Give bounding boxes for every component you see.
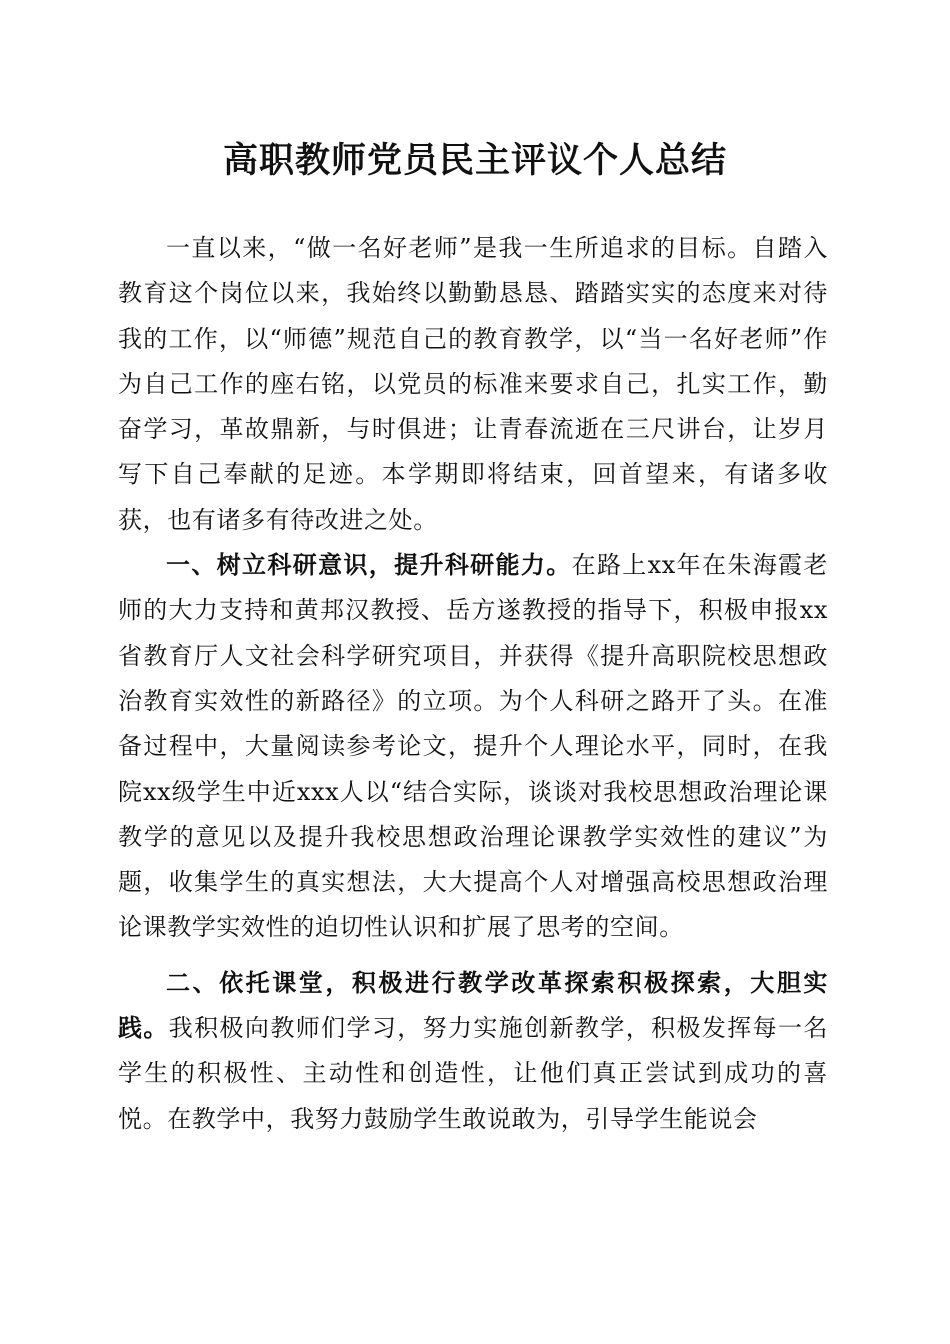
section-1-paragraph — [118, 543, 828, 951]
section-2-heading: 二、依托课堂，积极进行教学改革探索积极探索，大胆实践。 — [118, 968, 828, 1043]
document-title: 高职教师党员民主评议个人总结 — [222, 140, 727, 181]
document-body — [118, 226, 828, 1142]
section-2-paragraph — [118, 961, 828, 1142]
section-2-text: 我积极向教师们学习，努力实施创新教学，积极发挥每一名学生的积极性、主动性和创造性，让他们真正尝试到成功的喜悦。在教学中，我努力鼓励学生敢说敢为，引导学生能说会 — [118, 1014, 828, 1133]
section-1-heading: 一、树立科研意识，提升科研能力。 — [166, 551, 572, 580]
intro-paragraph: 一直以来，“做一名好老师”是我一生所追求的目标。自踏入教育这个岗位以来，我始终以勤勤恳恳、踏踏实实的态度来对待我的工作，以“师德”规范自己的教育教学，以“当一名好老师”作为自己工作的座右铭，以党员的标准来要求自己，扎实工作，勤奋学习，革故鼎新，与时俱进；让青春流逝在三尺讲台，让岁月写下自己奉献的足迹。本学期即将结束，回首望来，有诸多收获，也有诸多有待改进之处。 — [118, 234, 828, 534]
section-1-text: 在路上xx年在朱海霞老师的大力支持和黄邦汉教授、岳方遂教授的指导下，积极申报xx省教育厅人文社会科学研究项目，并获得《提升高职院校思想政治教育实效性的新路径》的立项。为个人科研之路开了头。在准备过程中，大量阅读参考论文，提升个人理论水平，同时，在我院xx级学生中近xxx人以“结合实际，谈谈对我校思想政治理论课教学的意见以及提升我校思想政治理论课教学实效性的建议”为题，收集学生的真实想法，大大提高个人对增强高校思想政治理论课教学实效性的迫切性认识和扩展了思考的空间。 — [118, 551, 829, 942]
